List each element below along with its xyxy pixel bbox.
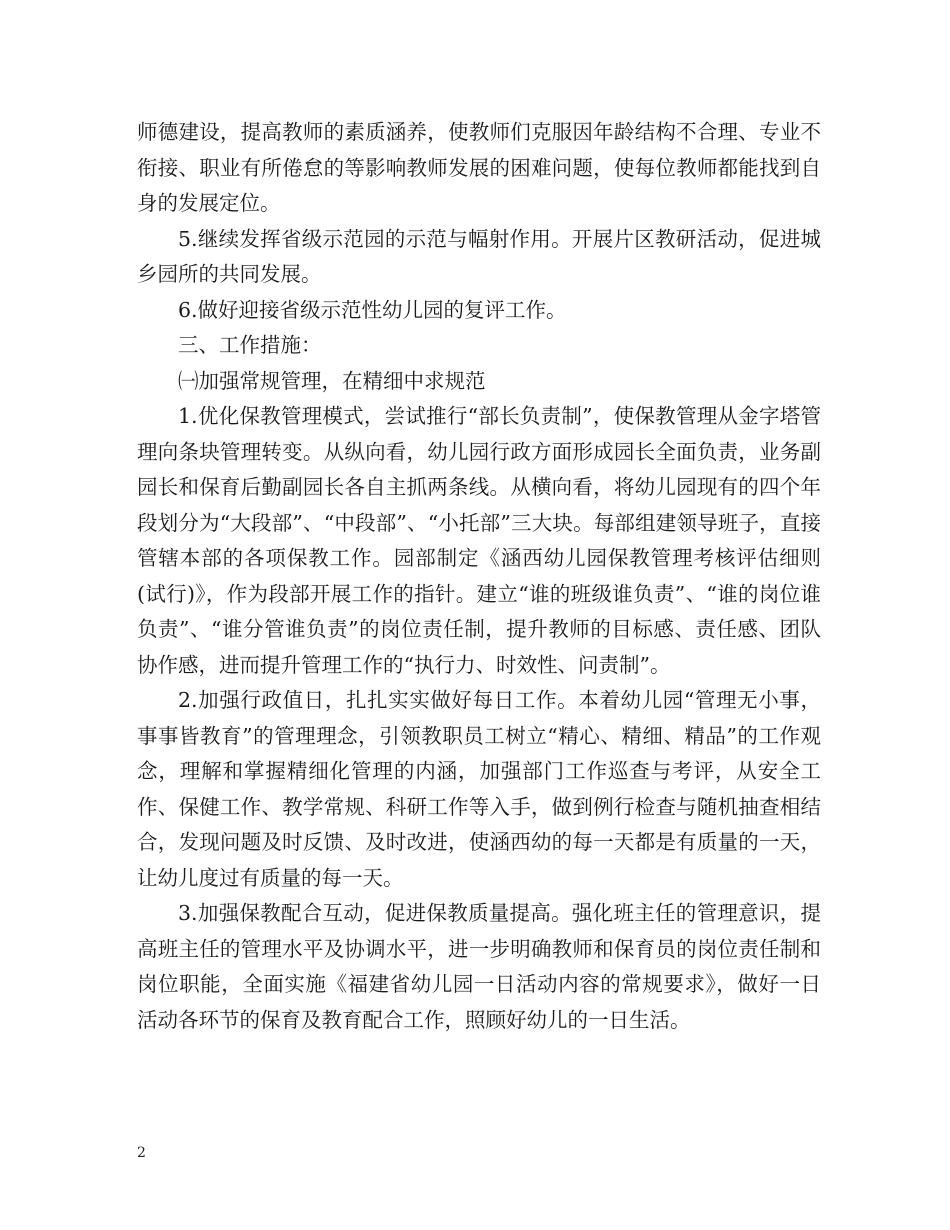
paragraph-measure-3: 3.加强保教配合互动，促进保教质量提高。强化班主任的管理意识，提高班主任的管理水平及协调水平，进一步明确教师和保育员的岗位责任制和岗位职能，全面实施《福建省幼儿园一日活动内容的常规要求》，做好一日活动各环节的保育及教育配合工作，照顾好幼儿的一日生活。 [137, 901, 821, 1032]
document-body [137, 115, 821, 1038]
section-heading-measures: 三、工作措施： [178, 333, 322, 357]
paragraph-item-6: 6.做好迎接省级示范性幼儿园的复评工作。 [178, 297, 567, 322]
paragraph-measure-2: 2.加强行政值日，扎扎实实做好每日工作。本着幼儿园“管理无小事，事事皆教育”的管理理念，引领教职员工树立“精心、精细、精品”的工作观念，理解和掌握精细化管理的内涵，加强部门工作巡查与考评，从安全工作、保健工作、教学常规、科研工作等入手，做到例行检查与随机抽查相结合，发现问题及时反馈、及时改进，使涵西幼的每一天都是有质量的一天，让幼儿度过有质量的每一天。 [137, 688, 821, 890]
subsection-heading-routine-management: ㈠加强常规管理，在精细中求规范 [178, 368, 486, 393]
paragraph-item-5: 5.继续发挥省级示范园的示范与幅射作用。开展片区教研活动，促进城乡园所的共同发展。 [137, 226, 821, 286]
page-number: 2 [137, 1145, 146, 1161]
paragraph-measure-1: 1.优化保教管理模式，尝试推行“部长负责制”，使保教管理从金字塔管理向条块管理转变。从纵向看，幼儿园行政方面形成园长全面负责，业务副园长和保育后勤副园长各自主抓两条线。从横向看，将幼儿园现有的四个年段划分为“大段部”、“中段部”、“小托部”三大块。每部组建领导班子，直接管辖本部的各项保教工作。园部制定《涵西幼儿园保教管理考核评估细则(试行)》，作为段部开展工作的指针。建立“谁的班级谁负责”、“谁的岗位谁负责”、“谁分管谁负责”的岗位责任制，提升教师的目标感、责任感、团队协作感，进而提升管理工作的“执行力、时效性、问责制”。 [137, 404, 821, 677]
paragraph-teacher-ethics: 师德建设，提高教师的素质涵养，使教师们克服因年龄结构不合理、专业不衔接、职业有所倦怠的等影响教师发展的困难问题，使每位教师都能找到自身的发展定位。 [137, 120, 821, 215]
